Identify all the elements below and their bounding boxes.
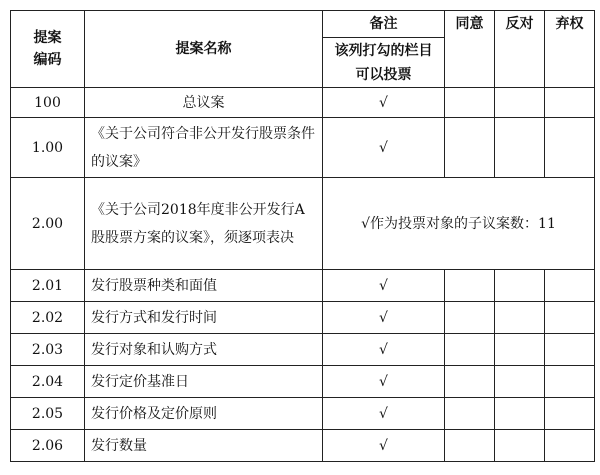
row-code: 2.02 [11,302,85,334]
row-name: 发行方式和发行时间 [85,302,323,334]
row-remark: √ [323,398,445,430]
abstain-cell[interactable] [545,334,595,366]
row-remark: √ [323,270,445,302]
row-remark: √ [323,334,445,366]
header-abstain: 弃权 [545,11,595,88]
abstain-cell[interactable] [545,366,595,398]
abstain-cell[interactable] [545,118,595,178]
agree-cell[interactable] [445,118,495,178]
table-row [11,270,595,302]
table-row [11,334,595,366]
header-code: 提案 编码 [11,11,85,88]
row-name: 《关于公司符合非公开发行股票条件的议案》 [85,118,323,178]
row-code: 1.00 [11,118,85,178]
row-name: 发行数量 [85,430,323,462]
oppose-cell[interactable] [495,118,545,178]
row-remark: √ [323,366,445,398]
table-row [11,118,595,178]
row-code: 2.03 [11,334,85,366]
abstain-cell[interactable] [545,302,595,334]
row-remark: √ [323,302,445,334]
row-code: 2.01 [11,270,85,302]
row-name: 《关于公司2018年度非公开发行A股股票方案的议案》，须逐项表决 [85,178,323,270]
agree-cell[interactable] [445,430,495,462]
oppose-cell[interactable] [495,398,545,430]
oppose-cell[interactable] [495,302,545,334]
abstain-cell[interactable] [545,398,595,430]
oppose-cell[interactable] [495,270,545,302]
row-remark-subproposals: √作为投票对象的子议案数：11 [323,178,595,270]
abstain-cell[interactable] [545,270,595,302]
row-code: 2.00 [11,178,85,270]
header-oppose: 反对 [495,11,545,88]
abstain-cell[interactable] [545,430,595,462]
header-remark: 备注 [323,11,445,38]
header-agree: 同意 [445,11,495,88]
table-row [11,430,595,462]
table-row [11,302,595,334]
row-remark: √ [323,88,445,118]
row-name: 发行价格及定价原则 [85,398,323,430]
table-row [11,178,595,270]
row-name: 发行定价基准日 [85,366,323,398]
oppose-cell[interactable] [495,430,545,462]
row-code: 100 [11,88,85,118]
agree-cell[interactable] [445,302,495,334]
table-row [11,398,595,430]
agree-cell[interactable] [445,334,495,366]
table-row [11,88,595,118]
row-remark: √ [323,118,445,178]
row-code: 2.06 [11,430,85,462]
agree-cell[interactable] [445,398,495,430]
oppose-cell[interactable] [495,88,545,118]
abstain-cell[interactable] [545,88,595,118]
agree-cell[interactable] [445,366,495,398]
header-remark-sub: 该列打勾的栏目可以投票 [323,38,445,88]
table-row [11,366,595,398]
agree-cell[interactable] [445,270,495,302]
header-name: 提案名称 [85,11,323,88]
row-name: 发行对象和认购方式 [85,334,323,366]
proposal-table [10,10,595,462]
agree-cell[interactable] [445,88,495,118]
oppose-cell[interactable] [495,334,545,366]
row-code: 2.04 [11,366,85,398]
row-remark: √ [323,430,445,462]
row-name: 发行股票种类和面值 [85,270,323,302]
row-name: 总议案 [85,88,323,118]
oppose-cell[interactable] [495,366,545,398]
row-code: 2.05 [11,398,85,430]
